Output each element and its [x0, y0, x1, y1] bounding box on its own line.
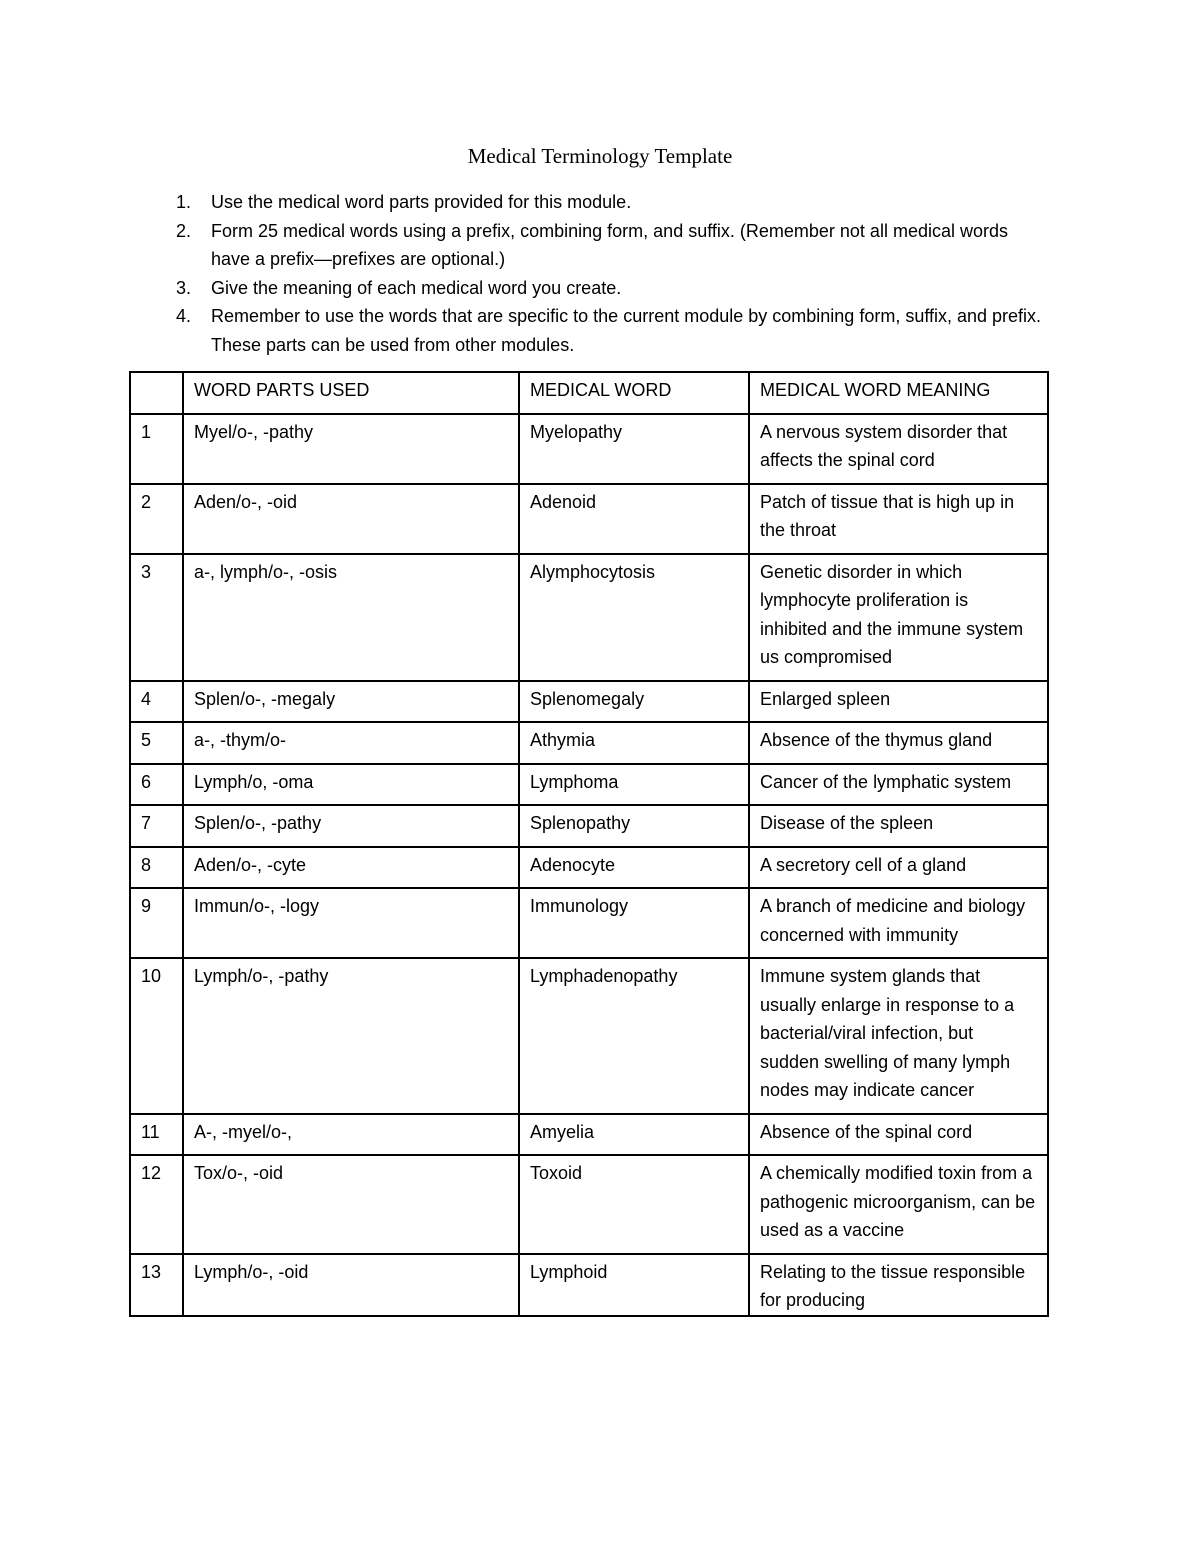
header-word-parts: WORD PARTS USED [183, 372, 519, 414]
table-row [130, 764, 1048, 806]
word-parts-cell: Immun/o-, -logy [183, 888, 519, 958]
table-row [130, 554, 1048, 681]
instruction-item [168, 302, 1048, 359]
row-number: 4 [130, 681, 183, 723]
meaning-cell: Absence of the spinal cord [749, 1114, 1048, 1156]
row-number: 5 [130, 722, 183, 764]
meaning-cell: Disease of the spleen [749, 805, 1048, 847]
table-row [130, 484, 1048, 554]
medical-word-cell: Amyelia [519, 1114, 749, 1156]
medical-word-cell: Lymphoid [519, 1254, 749, 1316]
row-number: 13 [130, 1254, 183, 1316]
word-parts-cell: Aden/o-, -cyte [183, 847, 519, 889]
medical-word-cell: Lymphoma [519, 764, 749, 806]
table-row [130, 681, 1048, 723]
meaning-cell: A secretory cell of a gland [749, 847, 1048, 889]
instruction-number: 1. [176, 192, 192, 212]
medical-word-cell: Splenomegaly [519, 681, 749, 723]
meaning-cell: Enlarged spleen [749, 681, 1048, 723]
header-meaning: MEDICAL WORD MEANING [749, 372, 1048, 414]
medical-word-cell: Toxoid [519, 1155, 749, 1254]
medical-word-cell: Lymphadenopathy [519, 958, 749, 1114]
word-parts-cell: Myel/o-, -pathy [183, 414, 519, 484]
medical-word-cell: Adenocyte [519, 847, 749, 889]
word-parts-cell: Splen/o-, -megaly [183, 681, 519, 723]
meaning-cell: Absence of the thymus gland [749, 722, 1048, 764]
table-row [130, 1114, 1048, 1156]
word-parts-cell: Tox/o-, -oid [183, 1155, 519, 1254]
medical-word-cell: Adenoid [519, 484, 749, 554]
header-number [130, 372, 183, 414]
instruction-item [168, 217, 1048, 274]
row-number: 10 [130, 958, 183, 1114]
instruction-item [168, 188, 1048, 217]
row-number: 1 [130, 414, 183, 484]
table-row [130, 805, 1048, 847]
word-parts-cell: Aden/o-, -oid [183, 484, 519, 554]
row-number: 3 [130, 554, 183, 681]
medical-word-cell: Alymphocytosis [519, 554, 749, 681]
table-row [130, 958, 1048, 1114]
header-medical-word: MEDICAL WORD [519, 372, 749, 414]
instruction-item [168, 274, 1048, 303]
instruction-text: Use the medical word parts provided for this module. [211, 192, 632, 212]
word-parts-cell: Lymph/o-, -pathy [183, 958, 519, 1114]
row-number: 2 [130, 484, 183, 554]
medical-word-cell: Athymia [519, 722, 749, 764]
meaning-cell: A branch of medicine and biology concerned with immunity [749, 888, 1048, 958]
word-parts-cell: a-, lymph/o-, -osis [183, 554, 519, 681]
table-row [130, 888, 1048, 958]
row-number: 7 [130, 805, 183, 847]
meaning-cell: A chemically modified toxin from a pathogenic microorganism, can be used as a vaccine [749, 1155, 1048, 1254]
row-number: 8 [130, 847, 183, 889]
medical-word-cell: Myelopathy [519, 414, 749, 484]
row-number: 11 [130, 1114, 183, 1156]
instruction-number: 4. [176, 306, 192, 326]
meaning-cell: Immune system glands that usually enlarge in response to a bacterial/viral infection, but sudden swelling of many lymph nodes may indicate cancer [749, 958, 1048, 1114]
word-parts-cell: Lymph/o-, -oid [183, 1254, 519, 1316]
word-parts-cell: Lymph/o, -oma [183, 764, 519, 806]
meaning-cell: Cancer of the lymphatic system [749, 764, 1048, 806]
instruction-number: 3. [176, 277, 192, 298]
table-row [130, 1155, 1048, 1254]
medical-word-cell: Splenopathy [519, 805, 749, 847]
instruction-number: 2. [176, 220, 192, 241]
instruction-text: Remember to use the words that are specific to the current module by combining form, suffix, and prefix. These parts can be used from other modules. [211, 306, 1042, 355]
meaning-cell: Genetic disorder in which lymphocyte proliferation is inhibited and the immune system us compromised [749, 554, 1048, 681]
word-parts-cell: Splen/o-, -pathy [183, 805, 519, 847]
row-number: 6 [130, 764, 183, 806]
meaning-cell: A nervous system disorder that affects the spinal cord [749, 414, 1048, 484]
table-row [130, 1254, 1048, 1316]
instruction-text: Give the meaning of each medical word you create. [211, 277, 622, 298]
terms-table [129, 371, 1049, 1317]
word-parts-cell: a-, -thym/o- [183, 722, 519, 764]
table-header-row [130, 372, 1048, 414]
meaning-cell: Relating to the tissue responsible for producing [749, 1254, 1048, 1316]
table-row [130, 722, 1048, 764]
row-number: 9 [130, 888, 183, 958]
table-row [130, 847, 1048, 889]
meaning-cell: Patch of tissue that is high up in the throat [749, 484, 1048, 554]
word-parts-cell: A-, -myel/o-, [183, 1114, 519, 1156]
table-row [130, 414, 1048, 484]
page-title: Medical Terminology Template [467, 144, 733, 168]
medical-word-cell: Immunology [519, 888, 749, 958]
row-number: 12 [130, 1155, 183, 1254]
instruction-text: Form 25 medical words using a prefix, combining form, and suffix. (Remember not all medical words have a prefix—prefixes are optional.) [211, 220, 1008, 269]
instructions-list [168, 188, 1048, 359]
